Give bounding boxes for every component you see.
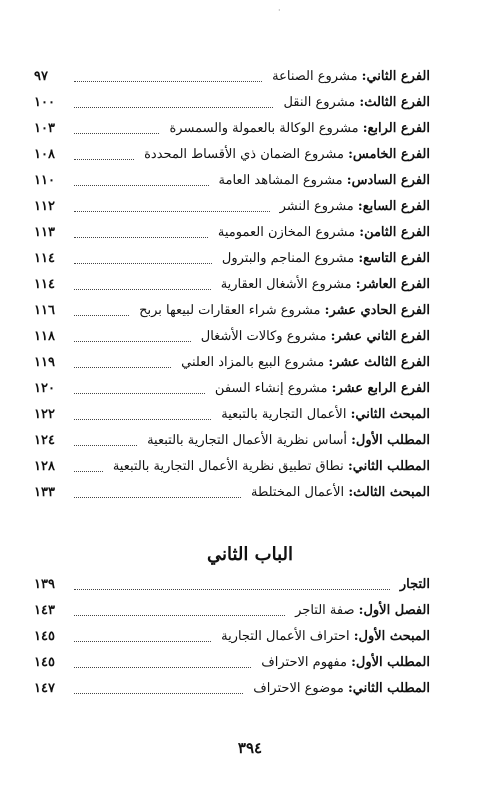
toc-entry-label: المبحث الأول: bbox=[353, 629, 430, 644]
dot-leader bbox=[74, 158, 134, 160]
toc-entry-label: الفرع الرابع عشر: bbox=[331, 381, 430, 396]
toc-row bbox=[34, 90, 430, 116]
toc-row bbox=[34, 454, 430, 480]
toc-entry-label: الفرع الثاني عشر: bbox=[330, 329, 430, 344]
dot-leader bbox=[74, 418, 211, 420]
toc-entry-text bbox=[209, 376, 430, 402]
toc-page-number: ١٠٣ bbox=[34, 121, 55, 136]
dot-leader bbox=[74, 314, 129, 316]
toc-entry-label: الفرع التاسع: bbox=[358, 251, 430, 266]
toc-entry-title: مفهوم الاحتراف bbox=[261, 655, 347, 670]
toc-entry-text bbox=[245, 480, 430, 506]
toc-row bbox=[34, 624, 430, 650]
dot-leader bbox=[74, 184, 209, 186]
section-heading: الباب الثاني bbox=[206, 544, 294, 565]
toc-page-number: ١١٩ bbox=[34, 355, 55, 370]
toc-page-number: ١٤٧ bbox=[34, 681, 55, 696]
toc-list-bottom bbox=[34, 572, 430, 702]
dot-leader bbox=[74, 340, 191, 342]
toc-entry-label: الفرع السادس: bbox=[346, 173, 430, 188]
toc-entry-label: المطلب الثاني: bbox=[347, 459, 430, 474]
toc-entry-text bbox=[107, 454, 430, 480]
toc-entry-title: مشروع الأشغال العقارية bbox=[220, 277, 352, 292]
toc-list-top bbox=[34, 64, 430, 506]
stray-mark: · bbox=[278, 6, 281, 15]
toc-entry-title: مشروع إنشاء السفن bbox=[214, 381, 328, 396]
toc-page-number: ١١٦ bbox=[34, 303, 55, 318]
toc-row bbox=[34, 116, 430, 142]
toc-page-number: ١١٣ bbox=[34, 225, 55, 240]
dot-leader bbox=[74, 614, 285, 616]
toc-entry-text bbox=[216, 246, 430, 272]
toc-page-number: ١٢٢ bbox=[34, 407, 55, 422]
toc-entry-title: مشروع الوكالة بالعمولة والسمسرة bbox=[169, 121, 359, 136]
toc-entry-text bbox=[266, 64, 430, 90]
toc-page-number: ١١٢ bbox=[34, 199, 55, 214]
toc-entry-label: التجار bbox=[399, 577, 430, 592]
toc-entry-label: الفرع السابع: bbox=[357, 199, 430, 214]
toc-entry-label: المبحث الثاني: bbox=[350, 407, 430, 422]
toc-entry-label: المطلب الثاني: bbox=[347, 681, 430, 696]
toc-entry-text bbox=[394, 572, 430, 598]
dot-leader bbox=[74, 496, 241, 498]
toc-page-number: ١١٤ bbox=[34, 251, 55, 266]
toc-page-number: ١١٠ bbox=[34, 173, 55, 188]
dot-leader bbox=[74, 692, 243, 694]
toc-row bbox=[34, 194, 430, 220]
dot-leader bbox=[74, 366, 171, 368]
toc-entry-title: مشروع وكالات الأشغال bbox=[200, 329, 327, 344]
toc-entry-title: أساس نظرية الأعمال التجارية بالتبعية bbox=[147, 433, 347, 448]
toc-page-number: ١٤٥ bbox=[34, 655, 55, 670]
toc-entry-label: الفرع الرابع: bbox=[362, 121, 430, 136]
toc-page-number: ١٠٨ bbox=[34, 147, 55, 162]
dot-leader bbox=[74, 210, 270, 212]
toc-entry-text bbox=[215, 402, 430, 428]
toc-row bbox=[34, 220, 430, 246]
toc-page-number: ٩٧ bbox=[34, 69, 48, 84]
toc-page-number: ١٣٣ bbox=[34, 485, 55, 500]
toc-entry-title: مشروع النقل bbox=[283, 95, 356, 110]
toc-entry-text bbox=[274, 194, 430, 220]
toc-entry-label: الفرع الحادي عشر: bbox=[324, 303, 430, 318]
toc-entry-text bbox=[195, 324, 430, 350]
toc-row bbox=[34, 246, 430, 272]
toc-page-number: ١٤٥ bbox=[34, 629, 55, 644]
toc-entry-label: المطلب الأول: bbox=[351, 655, 430, 670]
toc-entry-text bbox=[163, 116, 430, 142]
toc-entry-text bbox=[289, 598, 430, 624]
toc-row bbox=[34, 64, 430, 90]
toc-entry-title: نطاق تطبيق نظرية الأعمال التجارية بالتبعية bbox=[112, 459, 344, 474]
dot-leader bbox=[74, 80, 262, 82]
dot-leader bbox=[74, 132, 159, 134]
toc-entry-text bbox=[133, 298, 430, 324]
toc-entry-label: الفرع الخامس: bbox=[348, 147, 430, 162]
toc-row bbox=[34, 572, 430, 598]
dot-leader bbox=[74, 588, 390, 590]
toc-page-number: ١٤٣ bbox=[34, 603, 55, 618]
toc-row bbox=[34, 376, 430, 402]
toc-entry-title: احتراف الأعمال التجارية bbox=[221, 629, 350, 644]
toc-page-number: ١١٨ bbox=[34, 329, 55, 344]
toc-entry-title: الأعمال المختلطة bbox=[250, 485, 345, 500]
toc-entry-text bbox=[175, 350, 430, 376]
toc-entry-label: الفرع الثاني: bbox=[361, 69, 430, 84]
toc-row bbox=[34, 272, 430, 298]
toc-entry-title: الأعمال التجارية بالتبعية bbox=[221, 407, 347, 422]
toc-page-number: ١٢٠ bbox=[34, 381, 55, 396]
toc-entry-text bbox=[141, 428, 430, 454]
toc-entry-label: الفرع الثالث: bbox=[359, 95, 430, 110]
toc-page-number: ١٢٤ bbox=[34, 433, 55, 448]
toc-entry-title: مشروع المخازن العمومية bbox=[217, 225, 356, 240]
toc-entry-title: مشروع المناجم والبترول bbox=[221, 251, 355, 266]
toc-entry-label: الفرع الثالث عشر: bbox=[328, 355, 430, 370]
toc-entry-label: المطلب الأول: bbox=[351, 433, 430, 448]
toc-page-number: ١٣٩ bbox=[34, 577, 55, 592]
toc-entry-title: موضوع الاحتراف bbox=[253, 681, 344, 696]
toc-row bbox=[34, 350, 430, 376]
toc-row bbox=[34, 142, 430, 168]
dot-leader bbox=[74, 470, 103, 472]
toc-row bbox=[34, 402, 430, 428]
toc-entry-text bbox=[215, 272, 430, 298]
dot-leader bbox=[74, 444, 137, 446]
toc-entry-label: الفرع الثامن: bbox=[359, 225, 430, 240]
toc-entry-label: الفصل الأول: bbox=[358, 603, 430, 618]
toc-entry-title: مشروع المشاهد العامة bbox=[218, 173, 343, 188]
toc-entry-title: مشروع الصناعة bbox=[272, 69, 358, 84]
toc-entry-title: مشروع البيع بالمزاد العلني bbox=[181, 355, 325, 370]
dot-leader bbox=[74, 640, 211, 642]
toc-row bbox=[34, 598, 430, 624]
toc-row bbox=[34, 676, 430, 702]
toc-entry-title: مشروع شراء العقارات لبيعها بربح bbox=[139, 303, 321, 318]
toc-row bbox=[34, 650, 430, 676]
dot-leader bbox=[74, 288, 211, 290]
toc-page-number: ١١٤ bbox=[34, 277, 55, 292]
toc-page-number: ١٠٠ bbox=[34, 95, 55, 110]
toc-entry-text bbox=[277, 90, 430, 116]
dot-leader bbox=[74, 262, 212, 264]
toc-page-number: ١٢٨ bbox=[34, 459, 55, 474]
footer-page-number: ٣٩٤ bbox=[237, 739, 263, 757]
toc-entry-text bbox=[213, 168, 430, 194]
dot-leader bbox=[74, 106, 273, 108]
dot-leader bbox=[74, 236, 208, 238]
toc-row bbox=[34, 480, 430, 506]
toc-entry-text bbox=[138, 142, 430, 168]
toc-entry-title: مشروع النشر bbox=[279, 199, 354, 214]
dot-leader bbox=[74, 392, 205, 394]
toc-entry-text bbox=[212, 220, 430, 246]
toc-entry-text bbox=[247, 676, 430, 702]
toc-row bbox=[34, 168, 430, 194]
toc-entry-label: الفرع العاشر: bbox=[355, 277, 430, 292]
toc-row bbox=[34, 324, 430, 350]
toc-row bbox=[34, 428, 430, 454]
toc-entry-title: صفة التاجر bbox=[295, 603, 355, 618]
toc-entry-text bbox=[215, 624, 430, 650]
toc-entry-label: المبحث الثالث: bbox=[348, 485, 430, 500]
toc-row bbox=[34, 298, 430, 324]
toc-entry-title: مشروع الضمان ذي الأقساط المحددة bbox=[144, 147, 344, 162]
dot-leader bbox=[74, 666, 251, 668]
toc-entry-text bbox=[255, 650, 430, 676]
